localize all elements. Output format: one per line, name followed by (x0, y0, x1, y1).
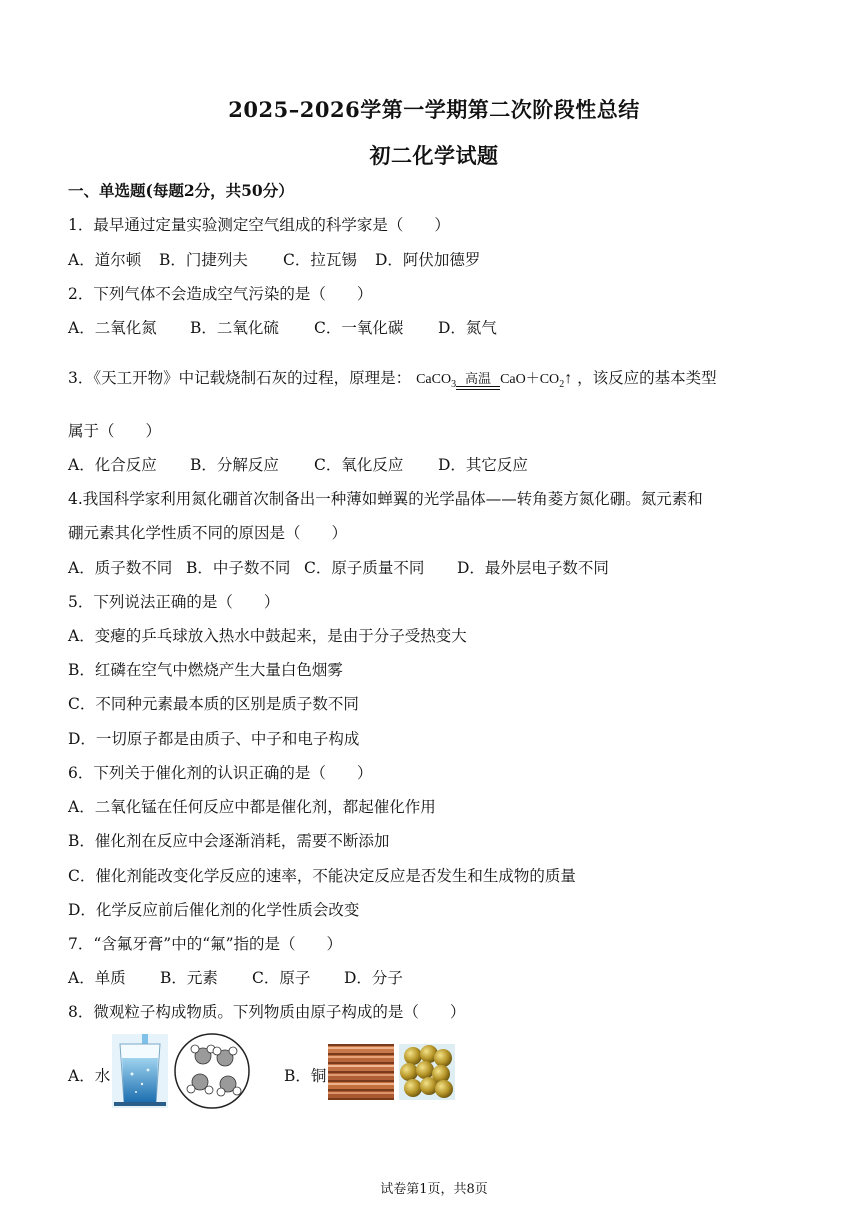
q2-option-a[interactable]: A．二氧化氮 (68, 319, 157, 337)
copper-pipes-image (328, 1044, 394, 1100)
q6-option-a[interactable]: A．二氧化锰在任何反应中都是催化剂，都起催化作用 (68, 798, 436, 816)
q3-condition-label: 高温 (465, 370, 492, 386)
q1-option-d[interactable]: D．阿伏加德罗 (375, 251, 481, 269)
copper-atom-model-icon (399, 1044, 455, 1100)
q7-option-d[interactable]: D．分子 (344, 969, 403, 987)
q2-options (68, 318, 497, 338)
gas-arrow-icon: ↑ (564, 370, 573, 387)
q3-stem-c: 属于（ ） (68, 422, 162, 440)
q4-option-b[interactable]: B．中子数不同 (186, 559, 291, 577)
q4-options (68, 558, 609, 578)
page-footer: 试卷第1页，共8页 (380, 1182, 488, 1197)
q5-option-d[interactable]: D．一切原子都是由质子、中子和电子构成 (68, 730, 360, 748)
q3-stem (68, 368, 717, 395)
q1-stem: 1．最早通过定量实验测定空气组成的科学家是（ ） (68, 216, 450, 234)
equals-sign-icon (456, 386, 500, 390)
water-molecule-model-icon (173, 1032, 251, 1110)
q6-option-d[interactable]: D．化学反应前后催化剂的化学性质会改变 (68, 901, 360, 919)
q3-stem-a: 3．《天工开物》中记载烧制石灰的过程，原理是： (68, 369, 412, 387)
q3-options (68, 455, 528, 475)
q1-options (68, 250, 480, 270)
q4-option-d[interactable]: D．最外层电子数不同 (457, 559, 609, 577)
q3-option-b[interactable]: B．分解反应 (190, 456, 279, 474)
q3-reactant-sub: 3 (451, 378, 457, 390)
water-glass-image (112, 1034, 168, 1108)
q3-stem-b: ，该反应的基本类型 (577, 369, 717, 387)
q8-stem: 8．微观粒子构成物质。下列物质由原子构成的是（ ） (68, 1003, 466, 1021)
q2-stem: 2．下列气体不会造成空气污染的是（ ） (68, 285, 373, 303)
q5-option-a[interactable]: A．变瘪的乒乓球放入热水中鼓起来，是由于分子受热变大 (68, 627, 467, 645)
q4-option-c[interactable]: C．原子质量不同 (304, 559, 425, 577)
q1-option-a[interactable]: A．道尔顿 (68, 251, 142, 269)
q3-condition (456, 372, 500, 395)
exam-title: 2025–2026学第一学期第二次阶段性总结 (228, 97, 640, 122)
q7-option-c[interactable]: C．原子 (252, 969, 311, 987)
q3-reactant: CaCO (416, 372, 452, 387)
q3-product: CaO＋CO (500, 372, 560, 387)
q5-stem: 5．下列说法正确的是（ ） (68, 593, 280, 611)
q7-option-a[interactable]: A．单质 (68, 969, 126, 987)
q7-option-b[interactable]: B．元素 (160, 969, 218, 987)
q2-option-c[interactable]: C．一氧化碳 (314, 319, 404, 337)
q6-option-b[interactable]: B．催化剂在反应中会逐渐消耗，需要不断添加 (68, 832, 390, 850)
q6-stem: 6．下列关于催化剂的认识正确的是（ ） (68, 764, 373, 782)
q3-option-c[interactable]: C．氧化反应 (314, 456, 404, 474)
q3-product-sub: 2 (559, 378, 565, 390)
q6-option-c[interactable]: C．催化剂能改变化学反应的速率，不能决定反应是否发生和生成物的质量 (68, 867, 576, 885)
q1-option-c[interactable]: C．拉瓦锡 (283, 251, 357, 269)
q5-option-b[interactable]: B．红磷在空气中燃烧产生大量白色烟雾 (68, 661, 343, 679)
q8-option-a[interactable]: A．水 (68, 1067, 111, 1085)
q2-option-d[interactable]: D．氮气 (438, 319, 497, 337)
q7-options (68, 968, 403, 988)
q4-option-a[interactable]: A．质子数不同 (68, 559, 173, 577)
q5-option-c[interactable]: C．不同种元素最本质的区别是质子数不同 (68, 695, 359, 713)
q3-option-d[interactable]: D．其它反应 (438, 456, 528, 474)
section-heading: 一、单选题(每题2分，共50分） (68, 181, 294, 200)
q7-stem: 7．“含氟牙膏”中的“氟”指的是（ ） (68, 935, 343, 953)
q4-stem-a: 4.我国科学家利用氮化硼首次制备出一种薄如蝉翼的光学晶体——转角菱方氮化硼。氮元素和 (68, 490, 703, 508)
q8-option-b[interactable]: B．铜 (284, 1067, 327, 1085)
q1-option-b[interactable]: B．门捷列夫 (159, 251, 248, 269)
exam-subtitle: 初二化学试题 (369, 143, 499, 168)
q2-option-b[interactable]: B．二氧化硫 (190, 319, 279, 337)
q3-reaction-formula (416, 369, 572, 395)
q3-option-a[interactable]: A．化合反应 (68, 456, 157, 474)
q4-stem-b: 硼元素其化学性质不同的原因是（ ） (68, 524, 348, 542)
